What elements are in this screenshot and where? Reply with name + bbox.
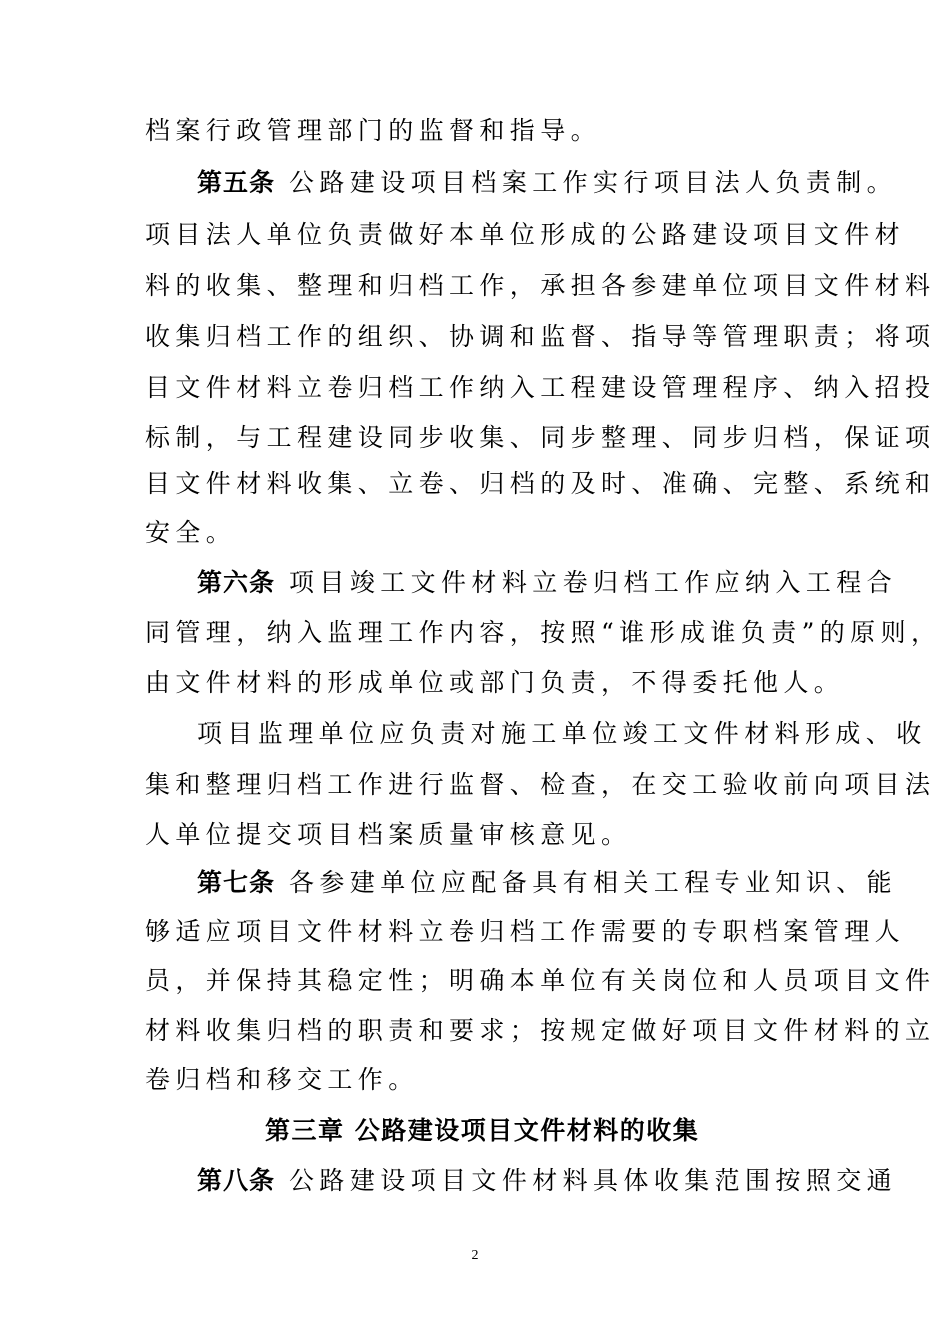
- text-line: 集和整理归档工作进行监督、检查，在交工验收前向项目法: [145, 770, 936, 799]
- paragraph-first-line: 项目监理单位应负责对施工单位竣工文件材料形成、收: [197, 719, 927, 748]
- text-line: 由文件材料的形成单位或部门负责，不得委托他人。: [145, 668, 845, 697]
- article-5-first-line: [197, 166, 897, 200]
- text-line: 目文件材料立卷归档工作纳入工程建设管理程序、纳入招投: [145, 373, 936, 402]
- article-7-label: 第七条: [197, 868, 276, 897]
- article-7-first-line: [197, 866, 897, 900]
- text-line: 安全。: [145, 518, 237, 547]
- chapter-heading: 第三章 公路建设项目文件材料的收集: [265, 1116, 700, 1145]
- text-line: 同管理，纳入监理工作内容，按照“谁形成谁负责”的原则，: [145, 618, 942, 647]
- text-line: 料的收集、整理和归档工作，承担各参建单位项目文件材料: [145, 271, 936, 300]
- text-line: 卷归档和移交工作。: [145, 1065, 419, 1094]
- article-6-first-line: [197, 566, 897, 600]
- text-line: 材料收集归档的职责和要求；按规定做好项目文件材料的立: [145, 1016, 936, 1045]
- text-line: 员，并保持其稳定性；明确本单位有关岗位和人员项目文件: [145, 966, 936, 995]
- text-line: 档案行政管理部门的监督和指导。: [145, 116, 602, 145]
- text-line: 收集归档工作的组织、协调和监督、指导等管理职责；将项: [145, 322, 936, 351]
- text-line: 公路建设项目档案工作实行项目法人负责制。: [289, 168, 898, 197]
- text-line: 够适应项目文件材料立卷归档工作需要的专职档案管理人: [145, 917, 906, 946]
- text-line: 项目法人单位负责做好本单位形成的公路建设项目文件材: [145, 220, 906, 249]
- text-line: 公路建设项目文件材料具体收集范围按照交通: [289, 1166, 898, 1195]
- text-line: 各参建单位应配备具有相关工程专业知识、能: [289, 868, 898, 897]
- text-line: 目文件材料收集、立卷、归档的及时、准确、完整、系统和: [145, 469, 936, 498]
- article-6-label: 第六条: [197, 568, 276, 597]
- article-8-label: 第八条: [197, 1166, 276, 1195]
- page-number: 2: [471, 1248, 479, 1263]
- text-line: 项目竣工文件材料立卷归档工作应纳入工程合: [289, 568, 898, 597]
- article-8-first-line: [197, 1164, 897, 1198]
- text-line: 标制，与工程建设同步收集、同步整理、同步归档，保证项: [145, 423, 936, 452]
- text-line: 人单位提交项目档案质量审核意见。: [145, 820, 632, 849]
- article-5-label: 第五条: [197, 168, 276, 197]
